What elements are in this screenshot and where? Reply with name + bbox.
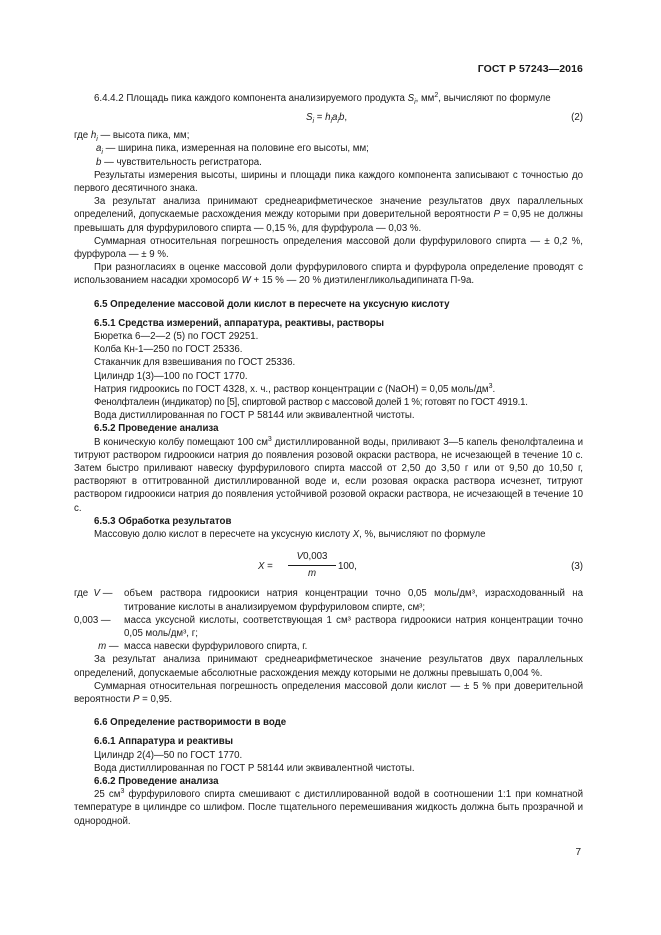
list-item: Фенолфталеин (индикатор) по [5], спиртовой раствор с массовой долей 1 %; готовят по ГОСТ 4919.1. bbox=[94, 397, 528, 409]
list-item: Колба Кн-1—250 по ГОСТ 25336. bbox=[94, 344, 243, 356]
definition-m: m — масса навески фурфурилового спирта, г. bbox=[98, 641, 308, 653]
paragraph: В коническую колбу помещают 100 $см^3$ дистиллированной воды, приливают 3—5 капель фенолфталеина и титруют раствором гидроокиси натрия до появления розовой окраски раствора, не исчезающей в течение 10 с. Затем быстро приливают навеску фурфурилового спирта массой от 2,50 до 3,50 г или от 9,50 до 10,50 г, растворяют в оттитрованной дистиллированной воде и, если розовая окраска раствора исчезнет, титруют раствором гидроокиси натрия до появления устойчивой розовой окраски раствора, не исчезающей в течение 10 с. bbox=[74, 435, 584, 514]
where-a: $a_i$ — ширина пика, измеренная на половине его высоты, мм; bbox=[96, 143, 369, 157]
paragraph: За результат анализа принимают среднеарифметическое значение результатов двух параллельных определений, допускаемые абсолютные расхождения между которыми не должны превышать 0,004 %. bbox=[74, 654, 583, 679]
main-content bbox=[74, 92, 583, 828]
list-item: Цилиндр 1(3)—100 по ГОСТ 1770. bbox=[94, 370, 248, 382]
subsection-title-6-6-2: 6.6.2 Проведение анализа bbox=[94, 775, 219, 787]
subsection-title-6-5-1: 6.5.1 Средства измерений, аппаратура, реактивы, растворы bbox=[94, 317, 385, 329]
list-item: Стаканчик для взвешивания по ГОСТ 25336. bbox=[94, 357, 296, 369]
list-item: Цилиндр 2(4)—50 по ГОСТ 1770. bbox=[94, 749, 243, 761]
subsection-title-6-6-1: 6.6.1 Аппаратура и реактивы bbox=[94, 736, 233, 748]
paragraph: За результат анализа принимают среднеарифметическое значение результатов двух параллельных определений, допускаемые расхождения между которыми при доверительной вероятности P = 0,95 не должны превышать для фурфурилового спирта — 0,15 %, для фурфурола — 0,03 %. bbox=[74, 196, 583, 234]
formula-3: X = V0,003 m 100, (3) bbox=[258, 551, 583, 579]
subsection-title-6-5-3: 6.5.3 Обработка результатов bbox=[94, 515, 232, 527]
section-title-6-6: 6.6 Определение растворимости в воде bbox=[94, 717, 287, 729]
paragraph: При разногласиях в оценке массовой доли фурфурилового спирта и фурфурола определение проводят с использованием насадки хромосорб W + 15 % — 20 % диэтиленгликольадипината П-9а. bbox=[74, 262, 583, 287]
paragraph: Суммарная относительная погрешность определения массовой доли кислот — ± 5 % при доверительной вероятности P = 0,95. bbox=[74, 680, 583, 705]
paragraph: Результаты измерения высоты, ширины и площади пика каждого компонента записывают с точностью до первого десятичного знака. bbox=[74, 169, 583, 195]
paragraph: Суммарная относительная погрешность определения массовой доли фурфурилового спирта — ± 0,2 %, фурфурола — ± 9 %. bbox=[74, 235, 583, 261]
list-item: Бюретка 6—2—2 (5) по ГОСТ 29251. bbox=[94, 331, 259, 343]
list-item: Вода дистиллированная по ГОСТ Р 58144 или эквивалентной чистоты. bbox=[94, 762, 415, 774]
list-item: Натрия гидроокись по ГОСТ 4328, х. ч., раствор концентрации c (NaOH) = 0,05 моль/$дм^3$. bbox=[94, 382, 496, 395]
subsection-title-6-5-2: 6.5.2 Проведение анализа bbox=[94, 423, 219, 435]
formula-2: $S_i = h_ia_ib$, (2) bbox=[306, 112, 583, 126]
paragraph: Массовую долю кислот в пересчете на уксусную кислоту X, %, вычисляют по формуле bbox=[94, 529, 486, 541]
paragraph: 25 $см^3$ фурфурилового спирта смешивают с дистиллированной водой в соотношении 1:1 при комнатной температуре в цилиндре со шлифом. После тщательного перемешивания жидкость должна быть прозрачной и однородной. bbox=[74, 787, 583, 827]
page-number: 7 bbox=[575, 847, 581, 858]
list-item: Вода дистиллированная по ГОСТ Р 58144 или эквивалентной чистоты. bbox=[94, 410, 415, 422]
paragraph-6442: 6.4.4.2 Площадь пика каждого компонента анализируемого продукта $S_i$, $мм^2$, вычисляют по формуле bbox=[94, 91, 551, 106]
where-h: где $h_i$ — высота пика, мм; bbox=[74, 130, 190, 144]
standard-header: ГОСТ Р 57243—2016 bbox=[477, 63, 583, 75]
where-b: b — чувствительность регистратора. bbox=[96, 156, 262, 168]
definition-v: где V — объем раствора гидроокиси натрия концентрации точно 0,05 моль/дм³, израсходованный на титрование кислоты в анализируемом фурфуриловом спирте, см³; bbox=[74, 588, 583, 613]
section-title-6-5: 6.5 Определение массовой доли кислот в пересчете на уксусную кислоту bbox=[94, 298, 450, 310]
definition-0003: 0,003 — масса уксусной кислоты, соответствующая 1 см³ раствора гидроокиси натрия концентрации точно 0,05 моль/дм³, г; bbox=[74, 614, 583, 639]
